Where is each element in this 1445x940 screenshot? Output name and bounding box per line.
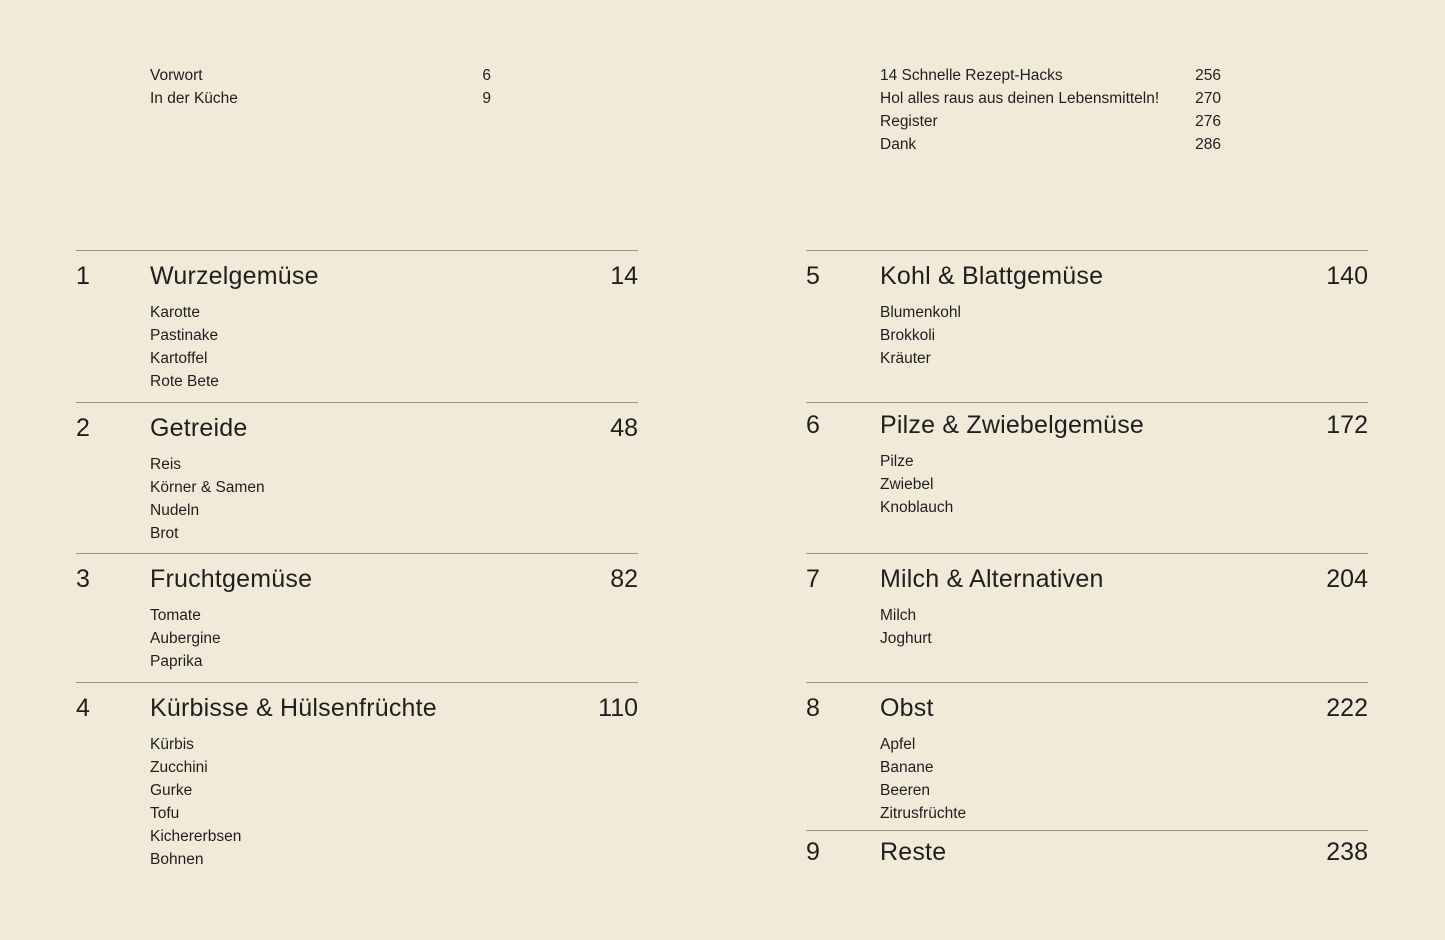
subsection-item[interactable]: Nudeln <box>150 502 200 519</box>
chapter-6 <box>806 402 1368 554</box>
chapter-number: 5 <box>806 262 820 290</box>
chapter-subsection-list <box>806 450 1368 519</box>
chapter-heading[interactable] <box>806 403 1368 450</box>
chapter-heading[interactable] <box>76 554 638 604</box>
chapter-subsection-list <box>76 453 638 545</box>
chapter-heading[interactable] <box>806 683 1368 733</box>
back-matter-page: 270 <box>1195 90 1221 107</box>
chapter-number: 4 <box>76 694 90 722</box>
chapter-number: 6 <box>806 411 820 439</box>
chapter-number: 7 <box>806 565 820 593</box>
chapter-7 <box>806 553 1368 683</box>
chapter-subsection-list <box>806 301 1368 370</box>
front-matter-item[interactable] <box>150 64 491 87</box>
chapter-page-number: 140 <box>1326 262 1368 290</box>
back-matter-item[interactable] <box>880 110 1221 133</box>
chapter-3 <box>76 553 638 683</box>
back-matter-title: 14 Schnelle Rezept-Hacks <box>880 67 1063 84</box>
subsection-item[interactable]: Beeren <box>880 782 930 799</box>
front-matter-item[interactable] <box>150 87 491 110</box>
subsection-item[interactable]: Knoblauch <box>880 499 954 516</box>
back-matter-title: Dank <box>880 136 917 153</box>
back-matter-page: 276 <box>1195 113 1221 130</box>
chapter-number: 9 <box>806 838 820 866</box>
chapter-page-number: 172 <box>1326 411 1368 439</box>
subsection-item[interactable]: Kräuter <box>880 350 931 367</box>
subsection-item[interactable]: Pastinake <box>150 327 219 344</box>
subsection-item[interactable]: Tofu <box>150 805 180 822</box>
chapter-title: Kürbisse & Hülsenfrüchte <box>150 694 437 722</box>
subsection-item[interactable]: Rote Bete <box>150 373 219 390</box>
subsection-item[interactable]: Milch <box>880 607 917 624</box>
subsection-item[interactable]: Joghurt <box>880 630 932 647</box>
chapter-5 <box>806 250 1368 402</box>
chapter-9 <box>806 830 1368 880</box>
subsection-item[interactable]: Aubergine <box>150 630 221 647</box>
chapter-number: 8 <box>806 694 820 722</box>
subsection-item[interactable]: Zwiebel <box>880 476 934 493</box>
subsection-item[interactable]: Gurke <box>150 782 193 799</box>
chapter-page-number: 238 <box>1326 838 1368 866</box>
subsection-item[interactable]: Kichererbsen <box>150 828 242 845</box>
back-matter-page: 286 <box>1195 136 1221 153</box>
chapter-page-number: 110 <box>598 694 638 722</box>
chapter-page-number: 14 <box>610 262 638 290</box>
subsection-item[interactable]: Brot <box>150 525 179 542</box>
chapter-subsection-list <box>806 604 1368 650</box>
subsection-item[interactable]: Pilze <box>880 453 914 470</box>
back-matter-title: Register <box>880 113 938 130</box>
front-matter-page: 9 <box>482 90 491 107</box>
chapter-title: Pilze & Zwiebelgemüse <box>880 411 1145 439</box>
subsection-item[interactable]: Tomate <box>150 607 201 624</box>
chapter-number: 1 <box>76 262 90 290</box>
chapter-heading[interactable] <box>806 831 1368 877</box>
back-matter-list <box>880 64 1221 156</box>
chapter-heading[interactable] <box>806 554 1368 604</box>
subsection-item[interactable]: Kartoffel <box>150 350 208 367</box>
chapter-heading[interactable] <box>76 251 638 301</box>
subsection-item[interactable]: Zucchini <box>150 759 208 776</box>
subsection-item[interactable]: Banane <box>880 759 934 776</box>
subsection-item[interactable]: Karotte <box>150 304 200 321</box>
chapter-number: 3 <box>76 565 90 593</box>
chapter-8 <box>806 682 1368 830</box>
chapter-page-number: 204 <box>1326 565 1368 593</box>
subsection-item[interactable]: Blumenkohl <box>880 304 961 321</box>
subsection-item[interactable]: Zitrusfrüchte <box>880 805 967 822</box>
chapter-title: Obst <box>880 694 934 722</box>
front-matter-title: In der Küche <box>150 90 238 107</box>
front-matter-page: 6 <box>482 67 491 84</box>
chapter-4 <box>76 682 638 872</box>
subsection-item[interactable]: Kürbis <box>150 736 194 753</box>
subsection-item[interactable]: Apfel <box>880 736 916 753</box>
back-matter-item[interactable] <box>880 133 1221 156</box>
chapter-title: Kohl & Blattgemüse <box>880 262 1104 290</box>
subsection-item[interactable]: Bohnen <box>150 851 204 868</box>
chapter-subsection-list <box>76 733 638 871</box>
back-matter-item[interactable] <box>880 87 1221 110</box>
chapter-title: Reste <box>880 838 947 866</box>
chapter-heading[interactable] <box>76 683 638 733</box>
front-matter-list <box>150 64 491 110</box>
front-matter-title: Vorwort <box>150 67 203 84</box>
chapter-title: Wurzelgemüse <box>150 262 319 290</box>
subsection-item[interactable]: Brokkoli <box>880 327 936 344</box>
back-matter-title: Hol alles raus aus deinen Lebensmitteln! <box>880 90 1160 107</box>
chapter-heading[interactable] <box>806 251 1368 301</box>
subsection-item[interactable]: Körner & Samen <box>150 479 265 496</box>
chapter-page-number: 222 <box>1326 694 1368 722</box>
chapter-subsection-list <box>76 604 638 673</box>
back-matter-item[interactable] <box>880 64 1221 87</box>
chapter-heading[interactable] <box>76 403 638 453</box>
chapter-1 <box>76 250 638 402</box>
subsection-item[interactable]: Paprika <box>150 653 203 670</box>
chapter-2 <box>76 402 638 554</box>
chapter-number: 2 <box>76 414 90 442</box>
chapter-page-number: 82 <box>610 565 638 593</box>
chapter-page-number: 48 <box>610 414 638 442</box>
chapter-title: Getreide <box>150 414 248 442</box>
back-matter-page: 256 <box>1195 67 1221 84</box>
chapter-subsection-list <box>806 733 1368 825</box>
chapter-title: Fruchtgemüse <box>150 565 313 593</box>
subsection-item[interactable]: Reis <box>150 456 182 473</box>
chapter-title: Milch & Alternativen <box>880 565 1104 593</box>
chapter-subsection-list <box>76 301 638 393</box>
